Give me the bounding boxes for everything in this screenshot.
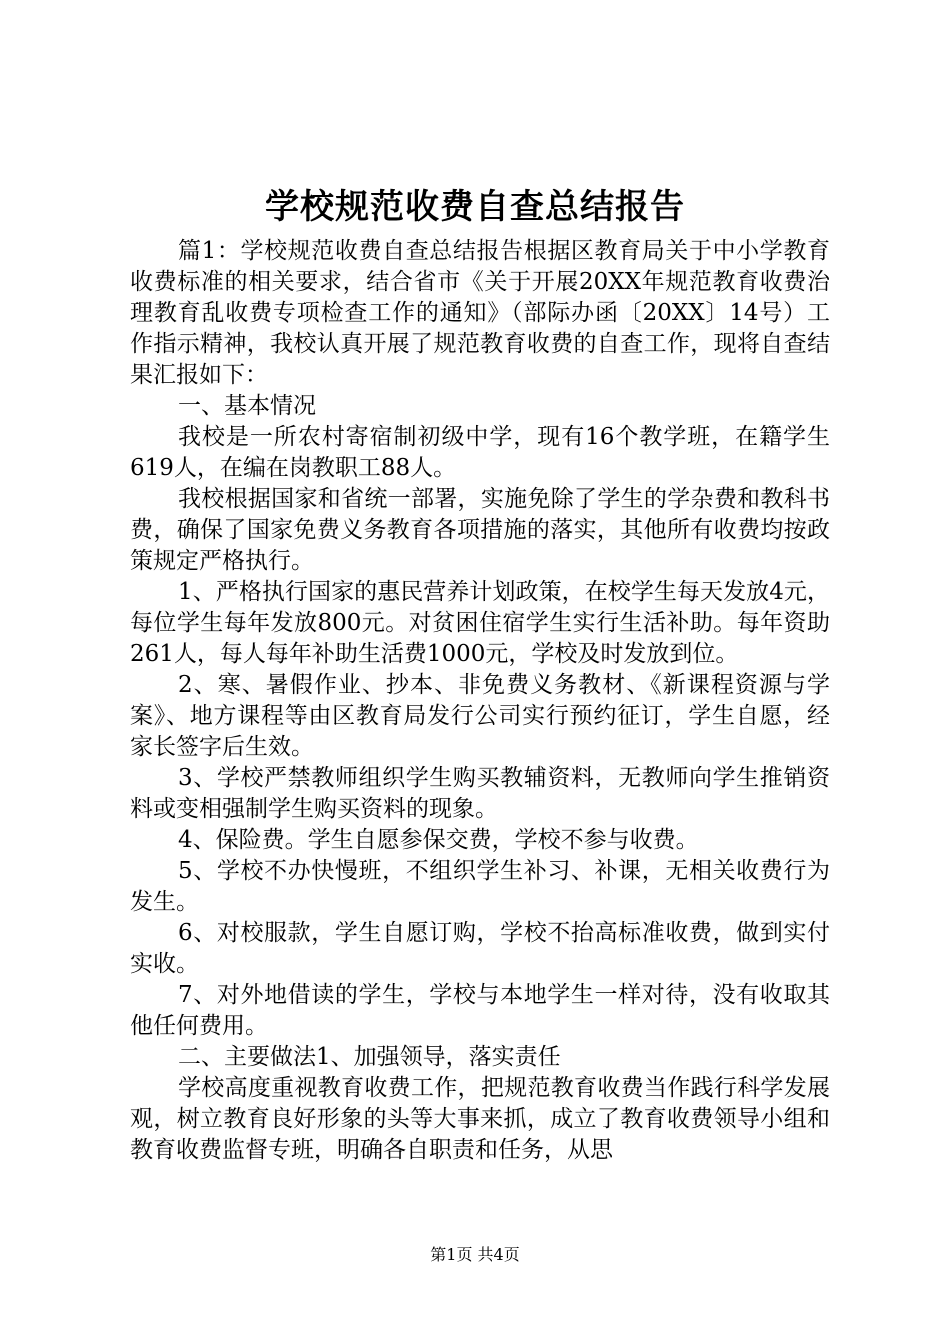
paragraph: 篇1：学校规范收费自查总结报告根据区教育局关于中小学教育收费标准的相关要求，结合省市《关于开展20XX年规范教育收费治理教育乱收费专项检查工作的通知》（部际办函〔20XX〕14号）工作指示精神，我校认真开展了规范教育收费的自查工作，现将自查结果汇报如下： xyxy=(130,238,830,388)
list-item: 2、寒、暑假作业、抄本、非免费义务教材、《新课程资源与学案》、地方课程等由区教育局发行公司实行预约征订，学生自愿，经家长签字后生效。 xyxy=(130,672,830,760)
list-item: 3、学校严禁教师组织学生购买教辅资料，无教师向学生推销资料或变相强制学生购买资料的现象。 xyxy=(130,765,830,822)
list-item: 5、学校不办快慢班，不组织学生补习、补课，无相关收费行为发生。 xyxy=(130,858,830,915)
list-item: 6、对校服款，学生自愿订购，学校不抬高标准收费，做到实付实收。 xyxy=(130,920,830,977)
paragraph: 学校高度重视教育收费工作，把规范教育收费当作践行科学发展观，树立教育良好形象的头等大事来抓，成立了教育收费领导小组和教育收费监督专班，明确各自职责和任务，从思 xyxy=(130,1075,830,1163)
paragraph: 我校根据国家和省统一部署，实施免除了学生的学杂费和教科书费，确保了国家免费义务教育各项措施的落实，其他所有收费均按政策规定严格执行。 xyxy=(130,486,830,574)
list-item: 7、对外地借读的学生，学校与本地学生一样对待，没有收取其他任何费用。 xyxy=(130,982,830,1039)
page-number-footer: 第1页 共4页 xyxy=(430,1245,520,1264)
document-body xyxy=(130,236,830,1166)
list-item: 4、保险费。学生自愿参保交费，学校不参与收费。 xyxy=(178,827,699,853)
section-heading: 二、主要做法1、加强领导，落实责任 xyxy=(178,1044,561,1070)
document-title: 学校规范收费自查总结报告 xyxy=(265,187,685,227)
paragraph: 我校是一所农村寄宿制初级中学，现有16个教学班，在籍学生619人，在编在岗教职工88人。 xyxy=(130,424,830,481)
section-heading: 一、基本情况 xyxy=(178,393,316,419)
list-item: 1、严格执行国家的惠民营养计划政策，在校学生每天发放4元，每位学生每年发放800元。对贫困住宿学生实行生活补助。每年资助261人，每人每年补助生活费1000元，学校及时发放到位。 xyxy=(130,579,830,667)
